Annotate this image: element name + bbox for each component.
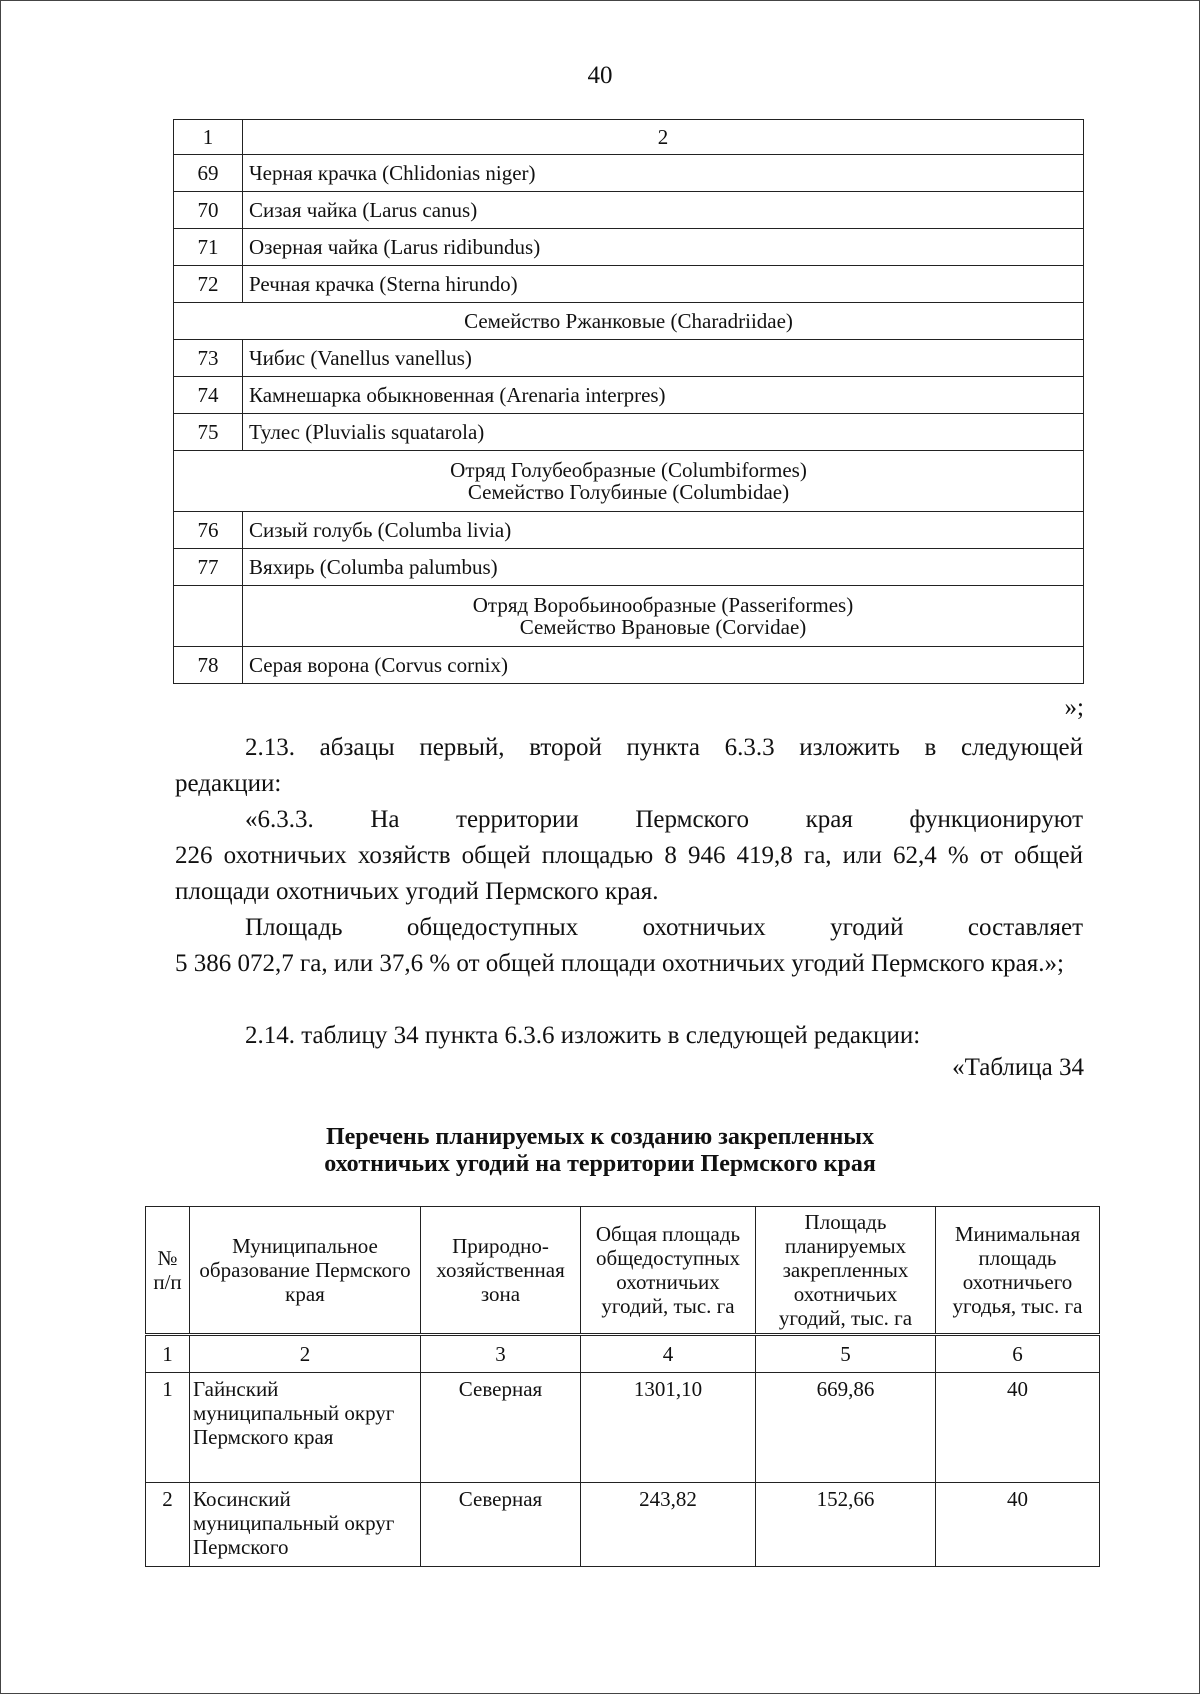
species-name: Речная крачка (Sterna hirundo) xyxy=(243,266,1084,303)
table-row xyxy=(174,377,1084,414)
species-num: 69 xyxy=(174,155,243,192)
species-name: Серая ворона (Corvus cornix) xyxy=(243,647,1084,684)
min-area: 40 xyxy=(936,1373,1100,1483)
species-num: 76 xyxy=(174,512,243,549)
col-number: 6 xyxy=(936,1335,1100,1373)
group-row xyxy=(174,586,1084,647)
species-num: 77 xyxy=(174,549,243,586)
planned-area: 669,86 xyxy=(756,1373,936,1483)
order-name: Отряд Голубеобразные (Columbiformes) xyxy=(450,457,807,482)
paragraph-2-13 xyxy=(175,730,1083,802)
table-row xyxy=(174,229,1084,266)
species-num: 73 xyxy=(174,340,243,377)
municipality: Косинский муниципальный округ Пермского xyxy=(190,1483,421,1567)
species-num: 70 xyxy=(174,192,243,229)
group-heading xyxy=(174,451,1084,512)
group-row xyxy=(174,451,1084,512)
closing-quote: »; xyxy=(1064,694,1084,721)
table-title-line: Перечень планируемых к созданию закрепленных xyxy=(325,1124,875,1150)
col-number: 5 xyxy=(756,1335,936,1373)
row-num: 1 xyxy=(146,1373,190,1483)
paragraph-line xyxy=(175,910,1083,946)
page-number: 40 xyxy=(587,62,613,89)
paragraph-line xyxy=(175,730,1083,766)
header-col-1: 1 xyxy=(174,120,243,155)
paragraph-area xyxy=(175,910,1083,982)
species-num: 78 xyxy=(174,647,243,684)
group-heading xyxy=(243,586,1084,647)
min-area: 40 xyxy=(936,1483,1100,1567)
species-table-header xyxy=(174,120,1084,155)
species-num: 75 xyxy=(174,414,243,451)
species-name: Сизая чайка (Larus canus) xyxy=(243,192,1084,229)
paragraph-line xyxy=(175,802,1083,838)
table-row xyxy=(174,647,1084,684)
table-row xyxy=(174,512,1084,549)
paragraph-text: редакции: xyxy=(175,770,282,797)
table-row xyxy=(174,266,1084,303)
paragraph-text: 5 386 072,7 га, или 37,6 % от общей площади охотничьих угодий Пермского края.»; xyxy=(175,950,1064,977)
header-num: № п/п xyxy=(146,1207,190,1335)
species-name: Чибис (Vanellus vanellus) xyxy=(243,340,1084,377)
planned-area: 152,66 xyxy=(756,1483,936,1567)
species-name: Озерная чайка (Larus ridibundus) xyxy=(243,229,1084,266)
paragraph-text: 226 охотничьих хозяйств общей площадью 8 946 419,8 га, или 62,4 % от общей площади охотничьих угодий Пермского края. xyxy=(175,842,1083,905)
species-num: 72 xyxy=(174,266,243,303)
header-total-area: Общая площадь общедоступных охотничьих угодий, тыс. га xyxy=(581,1207,756,1335)
table-row xyxy=(174,549,1084,586)
column-number-row xyxy=(146,1335,1100,1373)
table-title xyxy=(0,1124,1200,1178)
total-area: 243,82 xyxy=(581,1483,756,1567)
col-number: 4 xyxy=(581,1335,756,1373)
table-row xyxy=(174,414,1084,451)
table-row xyxy=(146,1483,1100,1567)
header-col-2: 2 xyxy=(243,120,1084,155)
header-zone: Природно-хозяйственная зона xyxy=(421,1207,581,1335)
species-num: 74 xyxy=(174,377,243,414)
total-area: 1301,10 xyxy=(581,1373,756,1483)
row-num: 2 xyxy=(146,1483,190,1567)
species-name: Камнешарка обыкновенная (Arenaria interpres) xyxy=(243,377,1084,414)
empty-cell xyxy=(174,586,243,647)
family-name: Семейство Врановые (Corvidae) xyxy=(519,615,807,639)
table-row xyxy=(174,340,1084,377)
zone: Северная xyxy=(421,1373,581,1483)
header-min-area: Минимальная площадь охотничьего угодья, тыс. га xyxy=(936,1207,1100,1335)
order-name: Отряд Воробьинообразные (Passeriformes) xyxy=(472,592,854,617)
table-title-line: охотничьих угодий на территории Пермского края xyxy=(324,1151,876,1177)
paragraph-2-14 xyxy=(175,1018,1083,1054)
group-heading: Семейство Ржанковые (Charadriidae) xyxy=(174,303,1084,340)
header-municipality: Муниципальное образование Пермского края xyxy=(190,1207,421,1335)
paragraph-text: 2.14. таблицу 34 пункта 6.3.6 изложить в следующей редакции: xyxy=(245,1022,921,1049)
species-name: Черная крачка (Chlidonias niger) xyxy=(243,155,1084,192)
municipality: Гайнский муниципальный округ Пермского края xyxy=(190,1373,421,1483)
col-number: 1 xyxy=(146,1335,190,1373)
table-header-row xyxy=(146,1207,1100,1335)
table-row xyxy=(146,1373,1100,1483)
header-planned-area: Площадь планируемых закрепленных охотничьих угодий, тыс. га xyxy=(756,1207,936,1335)
species-name: Вяхирь (Columba palumbus) xyxy=(243,549,1084,586)
species-name: Сизый голубь (Columba livia) xyxy=(243,512,1084,549)
table-label: «Таблица 34 xyxy=(952,1054,1084,1081)
zone: Северная xyxy=(421,1483,581,1567)
paragraph-text: 2.13. абзацы первый, второй пункта 6.3.3 изложить в следующей xyxy=(245,734,1083,761)
species-name: Тулес (Pluvialis squatarola) xyxy=(243,414,1084,451)
family-name: Семейство Голубиные (Columbidae) xyxy=(467,480,790,504)
species-table xyxy=(173,119,1084,684)
paragraph-6-3-3 xyxy=(175,802,1083,910)
col-number: 2 xyxy=(190,1335,421,1373)
paragraph-text: «6.3.3. На территории Пермского края функционируют xyxy=(245,806,1083,833)
col-number: 3 xyxy=(421,1335,581,1373)
group-row xyxy=(174,303,1084,340)
paragraph-text: Площадь общедоступных охотничьих угодий составляет xyxy=(245,914,1083,941)
hunting-grounds-table xyxy=(145,1206,1100,1567)
table-row xyxy=(174,155,1084,192)
species-num: 71 xyxy=(174,229,243,266)
table-row xyxy=(174,192,1084,229)
